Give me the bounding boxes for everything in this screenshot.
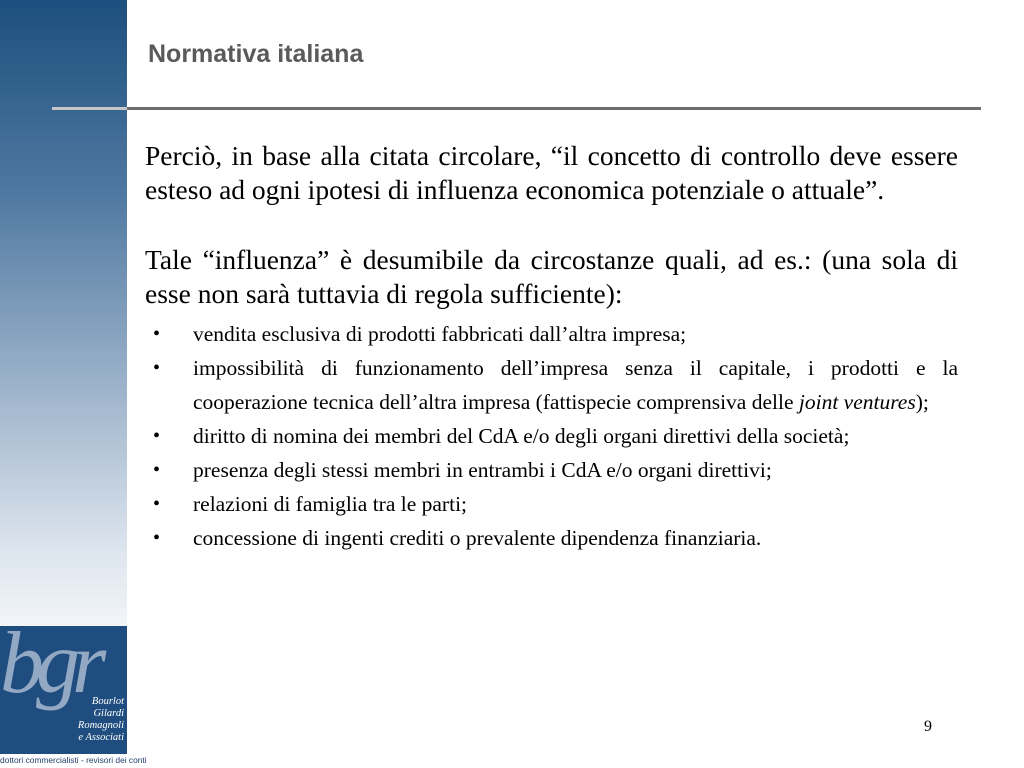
bullet-icon: • <box>153 425 161 447</box>
circumstances-list <box>145 317 958 555</box>
list-item <box>145 317 958 351</box>
list-item-text: relazioni di famiglia tra le parti; <box>193 492 468 516</box>
sidebar-gradient <box>0 0 127 626</box>
influence-paragraph: Tale “influenza” è desumibile da circostanze quali, ad es.: (una sola di esse non sarà tuttavia di regola sufficiente): <box>145 244 958 309</box>
list-item-text-end: ); <box>915 390 929 414</box>
bullet-icon: • <box>153 323 161 345</box>
firm-logo <box>0 626 127 754</box>
list-item-text: presenza degli stessi membri in entrambi i CdA e/o organi direttivi; <box>193 458 772 482</box>
page-number: 9 <box>924 718 932 735</box>
list-item-text: concessione di ingenti crediti o prevalente dipendenza finanziaria. <box>193 526 762 550</box>
logo-caption: dottori commercialisti - revisori dei conti <box>0 755 147 765</box>
bullet-icon: • <box>153 493 161 515</box>
list-item <box>145 521 958 555</box>
list-item-italic: joint ventures <box>798 390 916 414</box>
list-item <box>145 487 958 521</box>
list-item-text: vendita esclusiva di prodotti fabbricati dall’altra impresa; <box>193 322 687 346</box>
list-item-text: impossibilità di funzionamento dell’impresa senza il capitale, i prodotti e la cooperazione tecnica dell’altra impresa (fattispecie comprensiva delle <box>193 356 958 414</box>
logo-firm-line: Bourlot <box>91 696 124 707</box>
title-rule <box>127 107 981 110</box>
list-item-text: diritto di nomina dei membri del CdA e/o degli organi direttivi della società; <box>193 424 850 448</box>
intro-paragraph: Perciò, in base alla citata circolare, “il concetto di controllo deve essere esteso ad ogni ipotesi di influenza economica potenziale o attuale”. <box>145 140 958 205</box>
list-item <box>145 351 958 419</box>
logo-firm-line: Gilardi <box>93 708 124 719</box>
list-item <box>145 453 958 487</box>
bullet-icon: • <box>153 459 161 481</box>
bullet-icon: • <box>153 357 161 379</box>
logo-monogram: bgr <box>0 626 99 712</box>
logo-firm-line: Romagnoli <box>77 720 124 731</box>
slide-title: Normativa italiana <box>148 40 364 68</box>
slide-body <box>145 139 958 555</box>
logo-firm-line: e Associati <box>78 732 124 743</box>
bullet-icon: • <box>153 527 161 549</box>
title-rule-left <box>52 107 128 110</box>
list-item <box>145 419 958 453</box>
logo-firm-name <box>44 696 124 744</box>
